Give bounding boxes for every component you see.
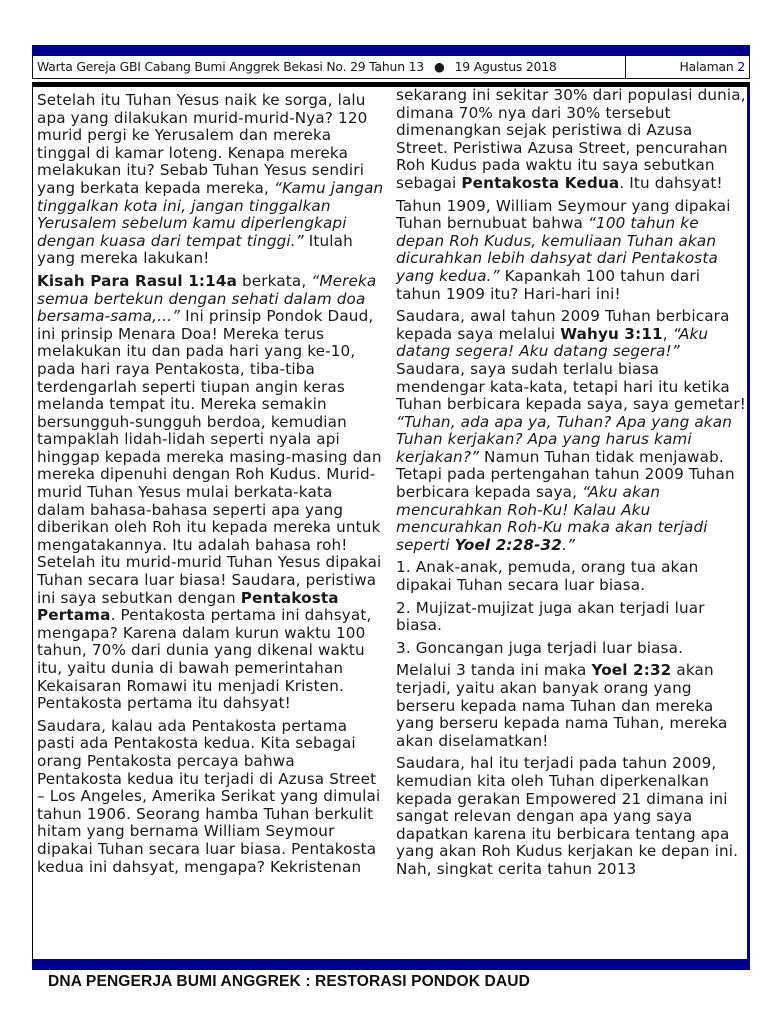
list-item: 3. Goncangan juga terjadi luar biasa. [396, 638, 684, 657]
body-text: Tahun 1909, William Seymour yang dipakai Tuhan bernubuat bahwa [396, 196, 731, 233]
body-text: Ini prinsip Pondok Daud, ini prinsip Menara Doa! Mereka terus melakukan itu dan pada hari yang ke-10, pada hari raya Pentakosta, tiba-tiba terdengarlah seperti tiupan angin keras melanda tempat itu. Mereka semakin bersungguh-sungguh berdoa, kemudian tampaklah lidah-lidah seperti nyala api hinggap kepada mereka masing-masing dan mereka dipenuhi dengan Roh Kudus. Murid-murid Tuhan Yesus mulai berkata-kata dalam bahasa-bahasa seperti apa yang diberikan oleh Roh itu kepada mereka untuk mengatakannya. Itu adalah bahasa roh! Setelah itu murid-murid Tuhan Yesus dipakai Tuhan secara luar biasa! Saudara, peristiwa ini saya sebutkan dengan [37, 307, 382, 607]
body-text: . Pentakosta pertama ini dahsyat, mengapa? Karena dalam kurun waktu 100 tahun, 70% dari dunia yang dikenal waktu itu, yaitu dunia di bawah pemerintahan Kekaisaran Romawi itu menjadi Kristen. Pentakosta pertama itu dahsyat! [37, 606, 372, 713]
issue-date: 19 Agustus 2018 [454, 59, 557, 74]
body-text: Saudara, saya sudah terlalu biasa mendengar kata-kata, tetapi hari itu ketika Tuhan berbicara kepada saya, saya gemetar! [396, 359, 746, 414]
emphasis-text: Pentakosta Pertama [37, 588, 339, 625]
header-publication-info [33, 56, 626, 78]
quote-text: “Mereka semua bertekun dengan sehati dalam doa bersama-sama,...” [37, 271, 377, 326]
right-column [392, 87, 750, 959]
list-item: 2. Mujizat-mujizat juga akan terjadi luar biasa. [396, 598, 705, 635]
body-text: akan terjadi, yaitu akan banyak orang yang berseru kepada nama Tuhan dan mereka yang berseru kepada nama Tuhan, mereka akan diselamatkan! [396, 661, 728, 750]
body-text: Namun Tuhan tidak menjawab. Tetapi pada pertengahan tahun 2009 Tuhan berbicara kepada saya, [396, 447, 735, 502]
page-label: Halaman [679, 59, 734, 74]
paragraph: Saudara, hal itu terjadi pada tahun 2009, kemudian kita oleh Tuhan diperkenalkan kepada gerakan Empowered 21 dimana ini sangat relevan dengan apa yang saya dapatkan karena itu berbicara tentang apa yang akan Roh Kudus kerjakan ke depan ini. Nah, singkat cerita tahun 2013 [396, 754, 739, 878]
paragraph [37, 92, 384, 268]
emphasis-text: Pentakosta Kedua [461, 173, 620, 192]
scripture-reference: Wahyu 3:11 [560, 324, 663, 343]
paragraph [396, 198, 747, 304]
body-text: sekarang ini sekitar 30% dari populasi dunia, dimana 70% nya dari 30% tersebut dimenangkan sejak peristiwa di Azusa Street. Peristiwa Azusa Street, pencurahan Roh Kudus pada waktu itu saya sebutkan sebagai [396, 86, 746, 192]
paragraph [396, 87, 747, 193]
footer-bar [32, 959, 750, 970]
page-header [32, 56, 750, 79]
paragraph: Saudara, kalau ada Pentakosta pertama pasti ada Pentakosta kedua. Kita sebagai orang Pentakosta percaya bahwa Pentakosta kedua itu terjadi di Azusa Street – Los Angeles, Amerika Serikat yang dimulai tahun 1906. Seorang hamba Tuhan berkulit hitam yang bernama William Seymour dipakai Tuhan secara luar biasa. Pentakosta kedua ini dahsyat, mengapa? Kekristenan [37, 716, 381, 876]
header-top-bar [32, 45, 750, 56]
quote-text: “Tuhan, ada apa ya, Tuhan? Apa yang akan Tuhan kerjakan? Apa yang harus kami kerjakan?” [396, 412, 732, 466]
body-text: berkata, [236, 271, 312, 290]
paragraph [396, 662, 747, 750]
body-text: . Itu dahsyat! [619, 173, 723, 192]
scripture-reference: Yoel 2:32 [591, 661, 672, 680]
bullet-separator-icon: ● [433, 59, 445, 74]
quote-text: “100 tahun ke depan Roh Kudus, kemuliaan Tuhan akan dicurahkan lebih dahsyat dari Pentakosta yang kedua.” [396, 214, 718, 285]
body-text: Melalui 3 tanda ini maka [396, 661, 592, 680]
body-text: Itulah yang mereka lakukan! [37, 231, 353, 268]
quote-text: .” [561, 535, 575, 554]
publication-name: Warta Gereja GBI Cabang Bumi Anggrek Bekasi No. 29 Tahun 13 [37, 59, 424, 74]
paragraph [396, 308, 747, 554]
quote-text: “Aku akan mencurahkan Roh-Ku! Kalau Aku mencurahkan Roh-Ku maka akan terjadi seperti [396, 483, 708, 554]
page-number: 2 [737, 59, 745, 74]
quote-text: “Aku datang segera! Aku datang segera!” [396, 324, 709, 361]
list-item: 1. Anak-anak, pemuda, orang tua akan dipakai Tuhan secara luar biasa. [396, 558, 699, 595]
body-text: Saudara, awal tahun 2009 Tuhan berbicara kepada saya melalui [396, 307, 730, 343]
body-text: , [662, 324, 673, 343]
body-text: Kapankah 100 tahun dari tahun 1909 itu? Hari-hari ini! [396, 266, 701, 303]
paragraph [37, 273, 384, 713]
scripture-reference: Kisah Para Rasul 1:14a [37, 271, 237, 290]
left-column [32, 87, 384, 965]
footer-title: DNA PENGERJA BUMI ANGGREK : RESTORASI PONDOK DAUD [48, 973, 530, 990]
body-text: Setelah itu Tuhan Yesus naik ke sorga, lalu apa yang dilakukan murid-murid-Nya? 120 murid pergi ke Yerusalem dan mereka tinggal di kamar loteng. Kenapa mereka melakukan itu? Sebab Tuhan Yesus sendiri yang berkata kepada mereka, [37, 91, 368, 197]
page-indicator [626, 56, 749, 78]
scripture-reference: Yoel 2:28-32 [454, 535, 562, 554]
quote-text: “Kamu jangan tinggalkan kota ini, jangan tinggalkan Yerusalem sebelum kamu diperlengkapi dengan kuasa dari tempat tinggi.” [37, 178, 384, 250]
